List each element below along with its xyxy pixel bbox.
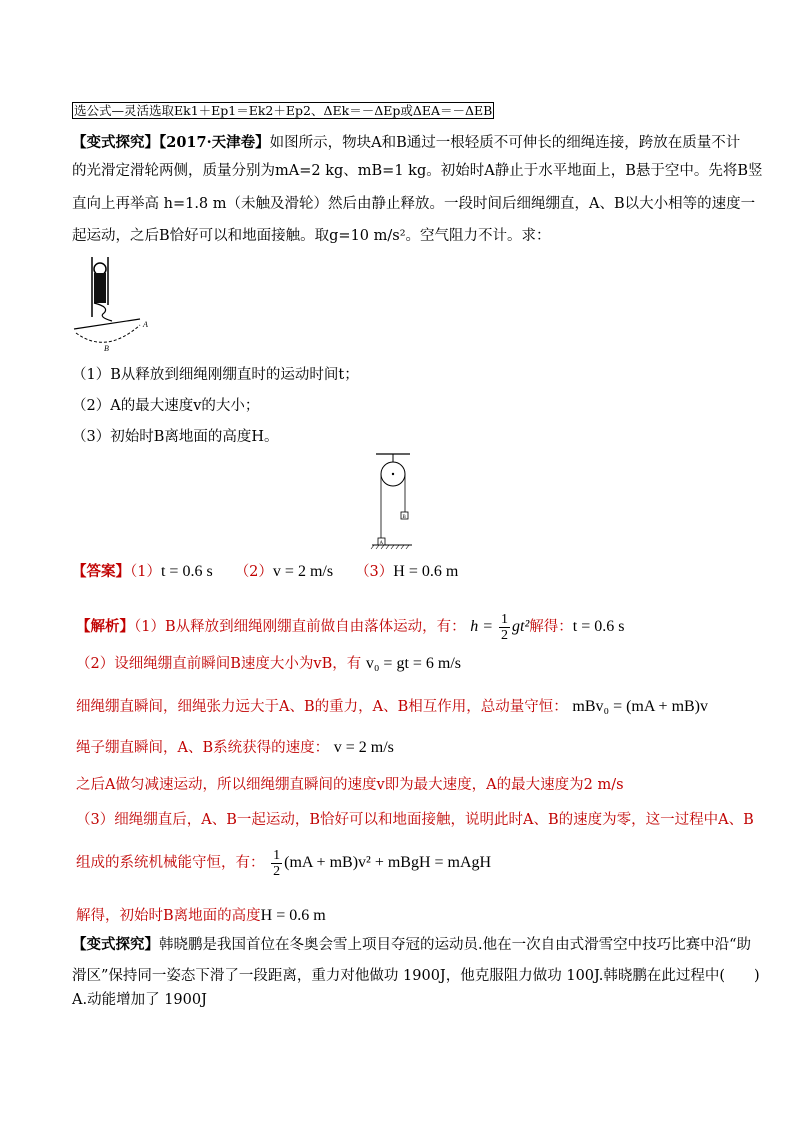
problem1-line3: 直向上再举高 h=1.8 m（未触及滑轮）然后由静止释放。一段时间后细绳绷直，A、B以大小相等的速度一: [72, 196, 756, 212]
figure1-label-b: B: [104, 344, 109, 353]
problem1-line2: 的光滑定滑轮两侧，质量分别为mA=2 kg、mB=1 kg。初始时A静止于水平地面上，B悬于空中。先将B竖: [72, 163, 763, 179]
header-formula-text: 选公式—灵活选取Ek1＋Ep1＝Ek2＋Ep2、ΔEk＝－ΔEp或ΔEA＝－ΔEB: [74, 103, 493, 118]
answer-1-number: （1）: [130, 564, 161, 580]
analysis-line2-text: （2）设细绳绷直前瞬间B速度大小为vB，有: [76, 656, 362, 672]
problem1-text-line1: 如图所示，物块A和B通过一根轻质不可伸长的细绳连接，跨放在质量不计: [269, 135, 741, 151]
figure2-label-a: A: [379, 541, 384, 546]
analysis-formula-momentum: mBv₀ = (mA + mB)v: [572, 698, 709, 715]
analysis-formula-v0: v₀ = gt = 6 m/s: [365, 655, 462, 672]
analysis-line1-mid: 解得：: [529, 619, 573, 636]
analysis-tag: 【解析】: [76, 618, 134, 636]
answer-2-formula: v = 2 m/s: [272, 563, 334, 580]
analysis-line1: [76, 612, 625, 643]
problem1-tag: 【变式探究】: [72, 134, 159, 151]
question-2: （2）A的最大速度v的大小；: [72, 398, 260, 414]
figure2-label-b: B: [402, 515, 406, 520]
question-3: （3）初始时B离地面的高度H。: [72, 429, 279, 445]
answer-3-number: （3）: [355, 564, 394, 580]
problem1-source: 【2017·天津卷】: [159, 134, 270, 151]
analysis-formula-h: h = $\frac{1}{2}$ gt²: [470, 612, 530, 643]
analysis-formula-H: H = 0.6 m: [260, 907, 326, 924]
question-1: （1）B从释放到细绳刚绷直时的运动时间t；: [72, 367, 359, 383]
problem2-line1: [72, 935, 751, 955]
problem2-line2: 滑区”保持同一姿态下滑了一段距离，重力对他做功 1900J，他克服阻力做功 100J.韩晓鹏在此过程中( ): [72, 968, 760, 984]
analysis-line3: [76, 697, 708, 717]
analysis-line7-text: 组成的系统机械能守恒，有：: [76, 855, 265, 872]
analysis-formula-energy: $\frac{1}{2}$ (mA + mB)v² + mBgH = mAgH: [273, 848, 492, 879]
analysis-line2: [76, 654, 461, 674]
analysis-line3-text: 细绳绷直瞬间，细绳张力远大于A、B的重力，A、B相互作用，总动量守恒：: [76, 699, 568, 715]
analysis-line4-text: 绳子绷直瞬间，A、B系统获得的速度：: [76, 740, 330, 756]
problem2-option-a: A.动能增加了 1900J: [72, 992, 207, 1008]
problem1-line1: [72, 133, 740, 153]
answer-3-formula: H = 0.6 m: [393, 563, 459, 580]
analysis-line4: [76, 738, 394, 758]
analysis-line7: [76, 848, 491, 879]
analysis-formula-v: v = 2 m/s: [333, 739, 394, 756]
analysis-formula-t: t = 0.6 s: [572, 618, 625, 636]
figure-skier-sketch: [70, 255, 160, 355]
problem1-line4: 起运动，之后B恰好可以和地面接触。取g=10 m/s²。空气阻力不计。求：: [72, 228, 551, 244]
problem2-text-line1: 韩晓鹏是我国首位在冬奥会雪上项目夺冠的运动员.他在一次自由式滑雪空中技巧比赛中沿“助: [159, 937, 752, 953]
answer-line: [72, 562, 458, 582]
figure1-label-a: A: [143, 320, 148, 329]
analysis-line8-text: 解得，初始时B离地面的高度: [76, 908, 261, 924]
answer-2-number: （2）: [234, 564, 273, 580]
analysis-line6: （3）细绳绷直后，A、B一起运动，B恰好可以和地面接触，说明此时A、B的速度为零，这一过程中A、B: [76, 812, 754, 828]
analysis-line1-text: （1）B从释放到细绳刚绷直前做自由落体运动，有：: [134, 619, 466, 636]
analysis-line5: 之后A做匀减速运动，所以细绳绷直瞬间的速度v即为最大速度，A的最大速度为2 m/s: [76, 777, 624, 793]
header-formula-line: [72, 100, 494, 119]
answer-tag: 【答案】: [72, 563, 130, 580]
figure-pulley-diagram: [370, 450, 430, 555]
analysis-line8: [76, 906, 326, 926]
problem2-tag: 【变式探究】: [72, 936, 159, 953]
answer-1-formula: t = 0.6 s: [160, 563, 213, 580]
